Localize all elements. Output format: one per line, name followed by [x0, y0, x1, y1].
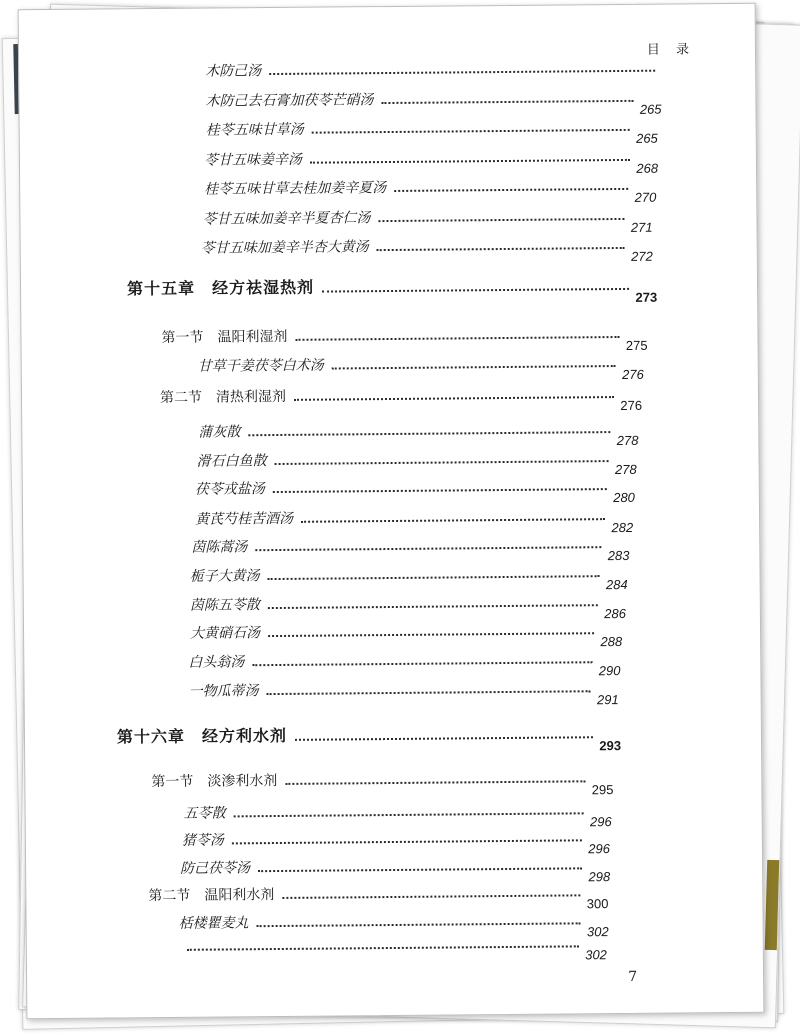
- toc-entry-title: 五苓散: [183, 805, 226, 822]
- leader-dots: [378, 217, 624, 222]
- toc-entry: [189, 562, 628, 593]
- toc-entry: [178, 909, 609, 940]
- leader-dots: [268, 574, 600, 580]
- leader-dots: [234, 811, 584, 817]
- leader-dots: [269, 69, 655, 75]
- toc-entry-page: 276: [622, 366, 644, 382]
- toc-entry-page: 284: [605, 576, 628, 593]
- leader-dots: [312, 128, 630, 134]
- toc-entry-title: 滑石白鱼散: [196, 453, 267, 470]
- toc-entry-title: 木防己汤: [205, 63, 262, 80]
- toc-chapter: [116, 720, 622, 754]
- toc-entry: [200, 234, 653, 264]
- toc-entry: [203, 146, 659, 176]
- leader-dots: [332, 364, 616, 369]
- toc-entry-page: 298: [588, 869, 611, 885]
- toc-entry-page: 278: [616, 432, 639, 449]
- leader-dots: [267, 689, 591, 695]
- toc-entry-title: 白头翁汤: [188, 654, 245, 671]
- toc-entry-title: 第二节 清热利湿剂: [159, 388, 287, 407]
- leader-dots: [294, 395, 614, 401]
- toc-entry-page: 270: [634, 189, 657, 205]
- toc-entry-page: 282: [611, 519, 634, 536]
- toc-entry-page: 273: [635, 289, 658, 305]
- toc-entry-page: 283: [607, 547, 630, 564]
- toc-entry: [179, 935, 607, 963]
- leader-dots: [257, 921, 581, 927]
- toc-entry-title: 猪苓汤: [181, 832, 224, 849]
- toc-entry-page: 265: [635, 130, 658, 146]
- toc-entry: [189, 591, 626, 622]
- toc-entry-title: 第十五章 经方祛湿热剂: [126, 277, 315, 299]
- toc-entry-title: 栀子大黄汤: [189, 568, 260, 585]
- leader-dots: [255, 545, 601, 551]
- toc-entry-page: 286: [604, 605, 626, 622]
- toc-entry-title: 木防己去石膏加茯苓芒硝汤: [205, 92, 374, 110]
- toc-entry: [196, 447, 637, 478]
- toc-entry-page: 288: [600, 633, 623, 650]
- toc-entry: [181, 826, 611, 857]
- toc-entry: [188, 677, 619, 708]
- leader-dots: [285, 779, 585, 785]
- leader-dots: [273, 487, 607, 493]
- page-header: 目 录: [646, 42, 696, 58]
- leader-dots: [258, 866, 582, 872]
- toc-entry-page: 293: [599, 738, 622, 754]
- toc-page: [18, 3, 765, 1019]
- leader-dots: [232, 838, 582, 844]
- toc-entry: [198, 418, 639, 449]
- leader-dots: [322, 287, 629, 293]
- toc-entry-title: 栝楼瞿麦丸: [178, 915, 249, 932]
- toc-entry-title: 蒲灰散: [198, 424, 241, 441]
- toc-entry-title: 苓甘五味姜辛汤: [203, 151, 303, 169]
- toc-entry-title: 茵陈蒿汤: [191, 539, 248, 556]
- toc-section: [161, 323, 648, 353]
- toc-entry-page: 302: [586, 924, 609, 940]
- toc-entry-title: 黄芪芍桂苦酒汤: [194, 510, 294, 528]
- toc-entry-title: 苓甘五味加姜辛半夏杏仁汤: [202, 210, 371, 228]
- toc-entry: [183, 799, 612, 830]
- toc-entry-page: 291: [596, 692, 619, 708]
- toc-entry-page: 280: [613, 489, 635, 506]
- toc-entry-title: 甘草干姜茯苓白术汤: [197, 357, 324, 375]
- toc-entry-page: 296: [589, 814, 612, 830]
- leader-dots: [381, 99, 633, 104]
- toc-entry: [189, 619, 623, 650]
- leader-dots: [268, 631, 594, 637]
- toc-entry-title: 苓甘五味加姜辛半杏大黄汤: [200, 239, 369, 257]
- toc-entry-title: 第十六章 经方利水剂: [116, 725, 288, 747]
- toc-entry-title: 桂苓五味甘草汤: [205, 121, 304, 139]
- toc-section: [148, 881, 609, 912]
- toc-entry: [180, 854, 611, 885]
- toc-entry-page: 300: [586, 896, 609, 912]
- toc-entry: [205, 87, 662, 117]
- toc-entry-page: 290: [598, 663, 621, 679]
- toc-entry-title: 第一节 温阳利湿剂: [161, 328, 288, 346]
- toc-entry-page: 276: [620, 397, 643, 413]
- leader-dots: [295, 735, 593, 741]
- toc-entry: [202, 205, 653, 235]
- toc-entry-page: 296: [588, 841, 611, 857]
- toc-entry: [194, 505, 634, 536]
- toc-entry: [188, 648, 621, 679]
- toc-chapter: [126, 272, 658, 305]
- toc-entry-page: 278: [614, 461, 637, 478]
- leader-dots: [301, 517, 605, 523]
- toc-entry-page: 271: [630, 219, 653, 235]
- leader-dots: [310, 158, 630, 164]
- leader-dots: [252, 660, 592, 666]
- toc-entry-page: 302: [585, 947, 607, 963]
- toc-entry: [205, 116, 658, 146]
- toc-entry-title: 第一节 淡渗利水剂: [151, 773, 278, 791]
- toc-entry-title: 大黄硝石汤: [189, 625, 261, 642]
- toc-entry-page: 275: [625, 337, 648, 353]
- toc-entry: [204, 175, 657, 205]
- leader-dots: [394, 187, 628, 192]
- toc-entry-page: 272: [631, 248, 653, 264]
- leader-dots: [377, 246, 625, 251]
- toc-list: [19, 4, 764, 1018]
- toc-entry: [205, 57, 661, 81]
- toc-entry: [191, 533, 630, 564]
- toc-entry-title: 防己茯苓汤: [180, 860, 251, 877]
- toc-entry-page: 295: [591, 782, 614, 798]
- toc-entry-title: 桂苓五味甘草去桂加姜辛夏汤: [204, 180, 387, 198]
- toc-section: [159, 383, 643, 413]
- cover-edge: [765, 860, 780, 950]
- toc-section: [151, 767, 614, 798]
- leader-dots: [275, 459, 609, 465]
- toc-entry: [194, 475, 635, 506]
- toc-entry-page: 268: [636, 160, 659, 176]
- toc-entry: [197, 352, 644, 382]
- page-number: 7: [628, 968, 638, 985]
- leader-dots: [268, 603, 598, 609]
- toc-entry-title: 茯苓戎盐汤: [194, 481, 265, 498]
- toc-entry-title: 第二节 温阳利水剂: [148, 887, 275, 905]
- toc-entry-title: 茵陈五苓散: [189, 597, 260, 614]
- leader-dots: [248, 430, 610, 436]
- leader-dots: [187, 944, 579, 950]
- leader-dots: [295, 335, 619, 341]
- leader-dots: [282, 893, 580, 899]
- toc-entry-title: 一物瓜蒂汤: [188, 683, 259, 700]
- toc-entry-page: 265: [639, 101, 662, 117]
